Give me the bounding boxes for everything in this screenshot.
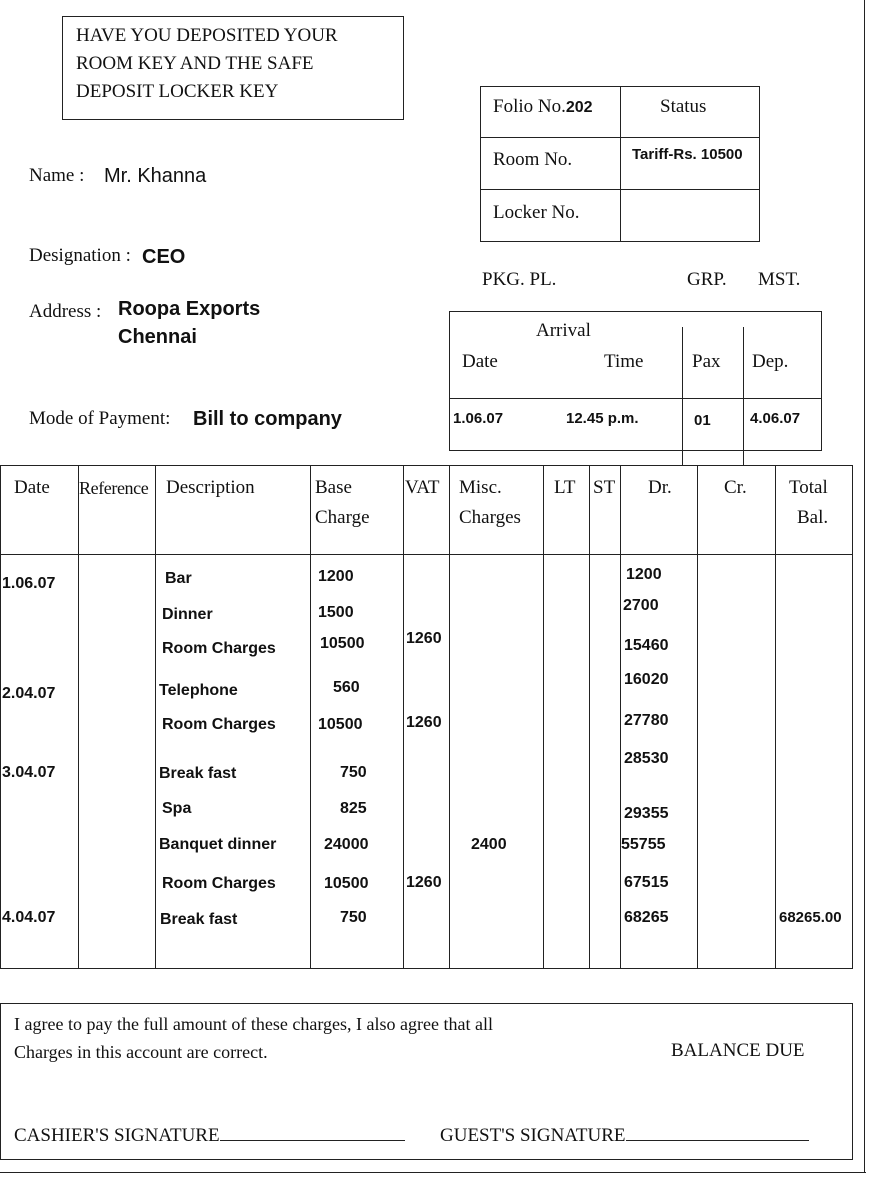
- ledger-date: 2.04.07: [2, 685, 56, 702]
- ledger-base-charge: 560: [333, 679, 360, 696]
- ledger-description: Bar: [165, 570, 192, 587]
- ledger-date: 3.04.07: [2, 764, 56, 781]
- ledger-description: Room Charges: [162, 640, 276, 657]
- ledger-col-rule-10: [775, 465, 776, 969]
- key-deposit-notice: [62, 16, 404, 120]
- ledger-dr: 1200: [626, 566, 662, 583]
- ledger-col-rule-2: [155, 465, 156, 969]
- ledger-dr: 27780: [624, 712, 669, 729]
- departure-value: 4.06.07: [750, 410, 801, 427]
- mst-label: MST.: [758, 269, 801, 290]
- folio-label: Folio No.: [493, 96, 566, 117]
- col-header-vat: VAT: [405, 477, 440, 498]
- page-bottom-edge: [0, 1172, 866, 1173]
- agreement-line-2: Charges in this account are correct.: [14, 1042, 268, 1062]
- ledger-base-charge: 10500: [320, 635, 365, 652]
- agreement-line-1: I agree to pay the full amount of these charges, I also agree that all: [14, 1014, 493, 1034]
- col-header-dr: Dr.: [648, 477, 672, 498]
- ledger-misc-charge: 2400: [471, 836, 507, 853]
- ledger-col-rule-6: [543, 465, 544, 969]
- folio-divider-h2: [480, 189, 760, 190]
- arrival-divider-v2: [743, 327, 744, 465]
- guest-signature: [440, 1122, 809, 1147]
- pax-value: 01: [694, 412, 711, 429]
- ledger-description: Dinner: [162, 606, 213, 623]
- balance-due-label: BALANCE DUE: [671, 1040, 805, 1061]
- ledger-base-charge: 1200: [318, 568, 354, 585]
- ledger-vat: 1260: [406, 714, 442, 731]
- ledger-base-charge: 1500: [318, 604, 354, 621]
- folio-value: 202: [565, 99, 593, 116]
- guest-signature-label: GUEST'S SIGNATURE: [440, 1125, 626, 1146]
- ledger-col-rule-3: [310, 465, 311, 969]
- ledger-dr: 16020: [624, 671, 669, 688]
- cashier-signature-line[interactable]: [220, 1122, 405, 1141]
- ledger-col-rule-9: [697, 465, 698, 969]
- ledger-dr: 15460: [624, 637, 669, 654]
- ledger-description: Banquet dinner: [159, 836, 277, 853]
- notice-line-3: DEPOSIT LOCKER KEY: [76, 81, 279, 102]
- cashier-signature: [14, 1122, 405, 1147]
- arrival-date-label: Date: [462, 351, 498, 372]
- room-no-label: Room No.: [493, 149, 573, 170]
- ledger-description: Spa: [162, 800, 192, 817]
- ledger-col-rule-8: [620, 465, 621, 969]
- col-header-lt: LT: [554, 477, 576, 498]
- ledger-description: Room Charges: [162, 875, 276, 892]
- ledger-dr: 67515: [624, 874, 669, 891]
- ledger-base-charge: 825: [340, 800, 367, 817]
- ledger-base-charge: 24000: [324, 836, 369, 853]
- folio-number: [493, 96, 593, 118]
- ledger-base-charge: 750: [340, 909, 367, 926]
- arrival-time-value: 12.45 p.m.: [566, 410, 639, 427]
- page-right-edge: [864, 0, 865, 1172]
- ledger-description: Break fast: [160, 911, 238, 928]
- ledger-base-charge: 750: [340, 764, 367, 781]
- ledger-vat: 1260: [406, 630, 442, 647]
- ledger-col-rule-7: [589, 465, 590, 969]
- payment-value: Bill to company: [193, 408, 342, 430]
- departure-label: Dep.: [752, 351, 789, 372]
- ledger-col-rule-5: [449, 465, 450, 969]
- col-header-date: Date: [14, 477, 50, 498]
- tariff-value: Tariff-Rs. 10500: [632, 146, 743, 163]
- guest-name: Mr. Khanna: [104, 165, 207, 187]
- arrival-label: Arrival: [536, 320, 591, 341]
- ledger-header-rule: [0, 554, 853, 555]
- col-header-cr: Cr.: [724, 477, 747, 498]
- ledger-dr: 68265: [624, 909, 669, 926]
- ledger-dr: 29355: [624, 805, 669, 822]
- ledger-dr: 28530: [624, 750, 669, 767]
- ledger-base-charge: 10500: [318, 716, 363, 733]
- name-label: Name :: [29, 165, 85, 186]
- ledger-description: Room Charges: [162, 716, 276, 733]
- designation-label: Designation :: [29, 245, 131, 266]
- arrival-divider-v1: [682, 327, 683, 465]
- address-line-2: Chennai: [118, 326, 197, 348]
- ledger-vat: 1260: [406, 874, 442, 891]
- designation-value: CEO: [142, 246, 186, 268]
- address-line-1: Roopa Exports: [118, 298, 261, 320]
- arrival-time-label: Time: [604, 351, 644, 372]
- col-header-total-2: Bal.: [797, 507, 829, 528]
- arrival-divider-h: [449, 398, 822, 399]
- address-label: Address :: [29, 301, 102, 322]
- locker-no-label: Locker No.: [493, 202, 580, 223]
- col-header-description: Description: [166, 477, 255, 498]
- ledger-dr: 2700: [623, 597, 659, 614]
- grp-label: GRP.: [687, 269, 727, 290]
- arrival-date-value: 1.06.07: [453, 410, 504, 427]
- ledger-description: Break fast: [159, 765, 237, 782]
- ledger-date: 4.04.07: [2, 909, 56, 926]
- folio-divider-v: [620, 86, 621, 242]
- col-header-total-1: Total: [789, 477, 828, 498]
- arrival-box: [449, 311, 822, 451]
- col-header-base-2: Charge: [315, 507, 370, 528]
- cashier-signature-label: CASHIER'S SIGNATURE: [14, 1125, 220, 1146]
- col-header-st: ST: [593, 477, 616, 498]
- col-header-base-1: Base: [315, 477, 352, 498]
- col-header-misc-1: Misc.: [459, 477, 502, 498]
- ledger-col-rule-1: [78, 465, 79, 969]
- notice-line-1: HAVE YOU DEPOSITED YOUR: [76, 25, 338, 46]
- ledger-col-rule-4: [403, 465, 404, 969]
- folio-divider-h1: [480, 137, 760, 138]
- col-header-misc-2: Charges: [459, 507, 521, 528]
- pkg-pl-label: PKG. PL.: [482, 269, 557, 290]
- col-header-reference: Reference: [79, 478, 149, 498]
- notice-line-2: ROOM KEY AND THE SAFE: [76, 53, 314, 74]
- ledger-dr: 55755: [621, 836, 666, 853]
- ledger-date: 1.06.07: [2, 575, 56, 592]
- ledger-total-balance: 68265.00: [779, 909, 842, 926]
- guest-signature-line[interactable]: [626, 1122, 809, 1141]
- payment-label: Mode of Payment:: [29, 408, 171, 429]
- ledger-base-charge: 10500: [324, 875, 369, 892]
- pax-label: Pax: [692, 351, 721, 372]
- status-label: Status: [660, 96, 707, 117]
- ledger-description: Telephone: [159, 682, 238, 699]
